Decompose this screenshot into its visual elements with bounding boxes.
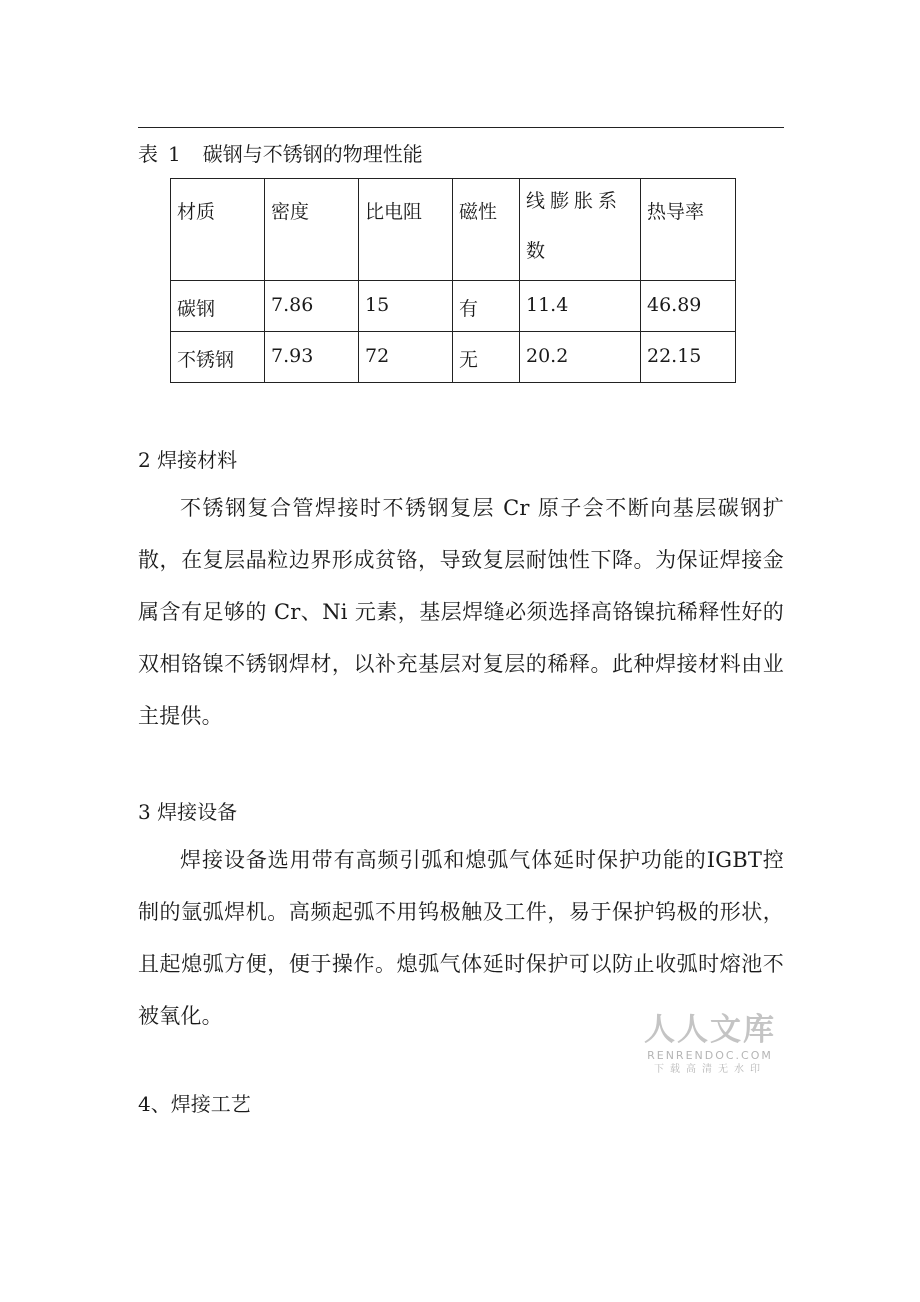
table-caption [138,140,423,168]
caption-number: 1 [168,142,181,166]
watermark-logo [640,1012,780,1077]
cell-conductivity: 22.15 [641,332,736,383]
header-resistivity: 比电阻 [359,179,453,281]
cell-expansion: 20.2 [520,332,641,383]
header-density: 密度 [265,179,359,281]
cell-density: 7.86 [265,281,359,332]
section-body-materials: 不锈钢复合管焊接时不锈钢复层 Cr 原子会不断向基层碳钢扩散，在复层晶粒边界形成贫铬，导致复层耐蚀性下降。为保证焊接金属含有足够的 Cr、Ni 元素，基层焊缝必须选择高铬镍抗稀释性好的双相铬镍不锈钢焊材，以补充基层对复层的稀释。此种焊接材料由业主提供。 [138,496,784,728]
physical-properties-table [170,178,736,383]
table-header-row [171,179,736,281]
caption-label: 表 [138,142,158,166]
top-rule [138,127,784,128]
cell-resistivity: 15 [359,281,453,332]
header-expansion-line2: 数 [526,240,551,262]
header-magnetism: 磁性 [453,179,520,281]
watermark-tagline: 下载高清无水印 [654,1064,766,1075]
section-heading-equipment: 3 焊接设备 [138,800,238,824]
section-heading-materials: 2 焊接材料 [138,448,238,472]
caption-title: 碳钢与不锈钢的物理性能 [202,142,423,166]
cell-conductivity: 46.89 [641,281,736,332]
watermark-url: RENRENDOC.COM [647,1049,773,1062]
section-body-equipment: 焊接设备选用带有高频引弧和熄弧气体延时保护功能的IGBT控制的氩弧焊机。高频起弧不用钨极触及工件，易于保护钨极的形状，且起熄弧方便，便于操作。熄弧气体延时保护可以防止收弧时熔池不被氧化。 [138,848,784,1028]
table-row [171,281,736,332]
cell-resistivity: 72 [359,332,453,383]
section-heading-process: 4、焊接工艺 [138,1092,251,1116]
header-expansion [520,179,641,281]
header-expansion-line1: 线膨胀系 [526,190,623,212]
cell-magnetism: 有 [453,281,520,332]
table-row [171,332,736,383]
cell-magnetism: 无 [453,332,520,383]
cell-material: 不锈钢 [171,332,265,383]
cell-density: 7.93 [265,332,359,383]
header-conductivity: 热导率 [641,179,736,281]
header-material: 材质 [171,179,265,281]
cell-expansion: 11.4 [520,281,641,332]
cell-material: 碳钢 [171,281,265,332]
watermark-title: 人人文库 [644,1012,776,1048]
